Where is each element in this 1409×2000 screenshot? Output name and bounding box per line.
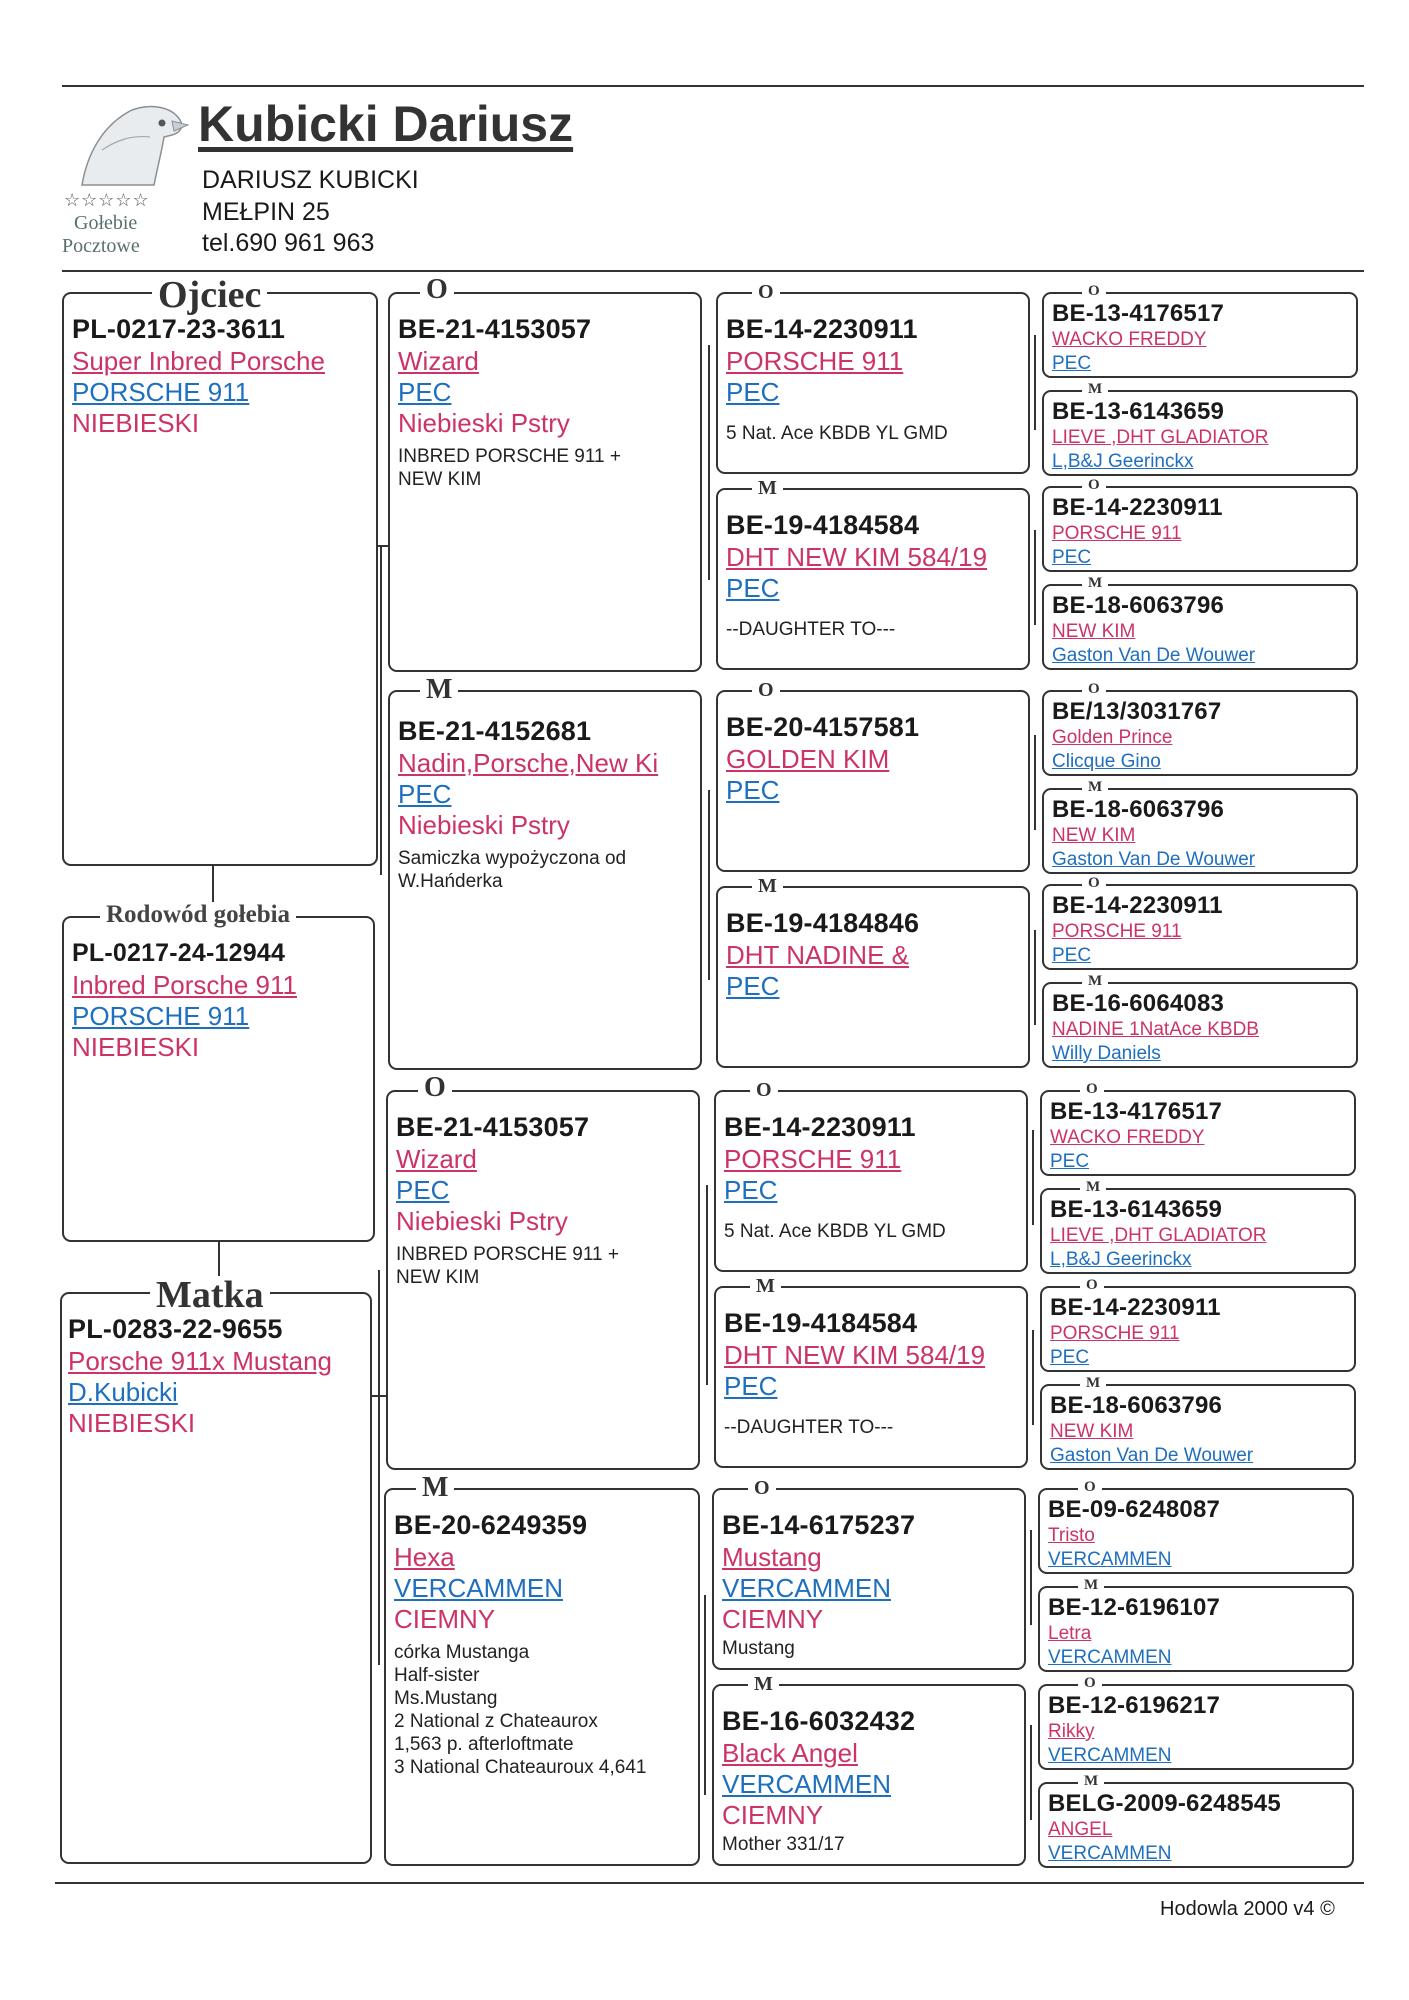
gen4-box[interactable] <box>1038 1488 1354 1574</box>
gen4-caption: O <box>1082 284 1106 299</box>
bracket-sd-gen3 <box>708 790 710 980</box>
gen4-caption: O <box>1080 1278 1104 1293</box>
gen2-ds-notes: INBRED PORSCHE 911 + NEW KIM <box>396 1244 619 1288</box>
gen4-box[interactable] <box>1042 884 1358 970</box>
gen3-sds-caption: O <box>752 680 780 700</box>
gen4-caption: M <box>1082 382 1108 397</box>
dam-breeder: D.Kubicki <box>68 1377 178 1407</box>
gen4-ring: BE/13/3031767 <box>1052 698 1222 725</box>
gen4-box[interactable] <box>1038 1782 1354 1868</box>
gen3-sdd-ring: BE-19-4184846 <box>726 908 920 938</box>
gen3-dds-name: Mustang <box>722 1542 822 1572</box>
gen3-sss-box[interactable] <box>716 292 1030 474</box>
top-rule <box>62 85 1364 87</box>
gen4-breeder: L,B&J Geerinckx <box>1052 451 1194 472</box>
owner-address: MEŁPIN 25 <box>202 198 330 226</box>
gen4-ring: BE-13-4176517 <box>1052 300 1225 327</box>
gen4-name: WACKO FREDDY <box>1050 1127 1205 1148</box>
bracket-gen3-gen4-2 <box>1034 530 1036 625</box>
gen4-ring: BE-09-6248087 <box>1048 1496 1221 1523</box>
gen4-name: PORSCHE 911 <box>1050 1323 1180 1344</box>
gen3-sds-name: GOLDEN KIM <box>726 744 890 774</box>
sire-ring: PL-0217-23-3611 <box>72 314 286 344</box>
gen3-dsd-breeder: PEC <box>724 1371 778 1401</box>
gen3-ssd-ring: BE-19-4184584 <box>726 510 920 540</box>
sire-name: Super Inbred Porsche <box>72 346 325 376</box>
gen4-caption: M <box>1082 576 1108 591</box>
gen3-sdd-name: DHT NADINE & <box>726 940 909 970</box>
logo-text-2: Pocztowe <box>62 235 140 257</box>
gen4-name: NADINE 1NatAce KBDB <box>1052 1019 1259 1040</box>
gen4-name: PORSCHE 911 <box>1052 921 1182 942</box>
gen2-ds-ring: BE-21-4153057 <box>396 1112 590 1142</box>
gen4-ring: BE-13-4176517 <box>1050 1098 1223 1125</box>
dam-caption: Matka <box>150 1276 270 1314</box>
subject-name: Inbred Porsche 911 <box>72 970 297 1000</box>
gen3-ddd-name: Black Angel <box>722 1738 858 1768</box>
sire-box[interactable] <box>62 292 378 866</box>
gen3-ddd-ring: BE-16-6032432 <box>722 1706 916 1736</box>
gen4-caption: M <box>1082 974 1108 989</box>
bracket-dam-gen2 <box>378 1270 380 1665</box>
gen2-ds-breeder: PEC <box>396 1175 450 1205</box>
gen3-dsd-notes: --DAUGHTER TO--- <box>724 1417 894 1438</box>
gen4-caption: M <box>1080 1180 1106 1195</box>
gen4-breeder: Willy Daniels <box>1052 1043 1161 1064</box>
gen4-caption: O <box>1080 1082 1104 1097</box>
gen3-dds-color: CIEMNY <box>722 1604 824 1634</box>
gen4-box[interactable] <box>1042 690 1358 776</box>
subject-caption: Rodowód gołebia <box>100 902 296 927</box>
gen4-name: NEW KIM <box>1050 1421 1134 1442</box>
gen4-ring: BE-14-2230911 <box>1052 892 1223 919</box>
gen4-caption: O <box>1082 478 1106 493</box>
subject-box[interactable] <box>62 916 375 1242</box>
gen2-ss-box[interactable] <box>388 292 702 672</box>
gen4-breeder: VERCAMMEN <box>1048 1843 1172 1864</box>
gen4-box[interactable] <box>1040 1384 1356 1470</box>
gen4-name: NEW KIM <box>1052 621 1136 642</box>
gen4-name: Rikky <box>1048 1721 1095 1742</box>
gen4-ring: BE-18-6063796 <box>1050 1392 1223 1419</box>
gen4-ring: BE-18-6063796 <box>1052 796 1225 823</box>
gen4-caption: M <box>1078 1578 1104 1593</box>
gen3-dss-name: PORSCHE 911 <box>724 1144 902 1174</box>
gen3-dds-ring: BE-14-6175237 <box>722 1510 916 1540</box>
gen3-sss-ring: BE-14-2230911 <box>726 314 918 344</box>
gen3-sds-breeder: PEC <box>726 775 780 805</box>
logo-text-1: Gołebie <box>74 212 138 234</box>
bracket-sire-gen2 <box>380 545 382 875</box>
gen4-breeder: VERCAMMEN <box>1048 1549 1172 1570</box>
gen2-ss-notes: INBRED PORSCHE 911 + NEW KIM <box>398 446 621 490</box>
dam-box[interactable] <box>60 1292 372 1864</box>
gen4-box[interactable] <box>1042 788 1358 874</box>
gen4-caption: O <box>1082 682 1106 697</box>
gen2-sd-box[interactable] <box>388 690 702 1070</box>
subject-color: NIEBIESKI <box>72 1032 200 1062</box>
gen2-sd-name: Nadin,Porsche,New Ki <box>398 748 659 778</box>
gen4-name: ANGEL <box>1048 1819 1113 1840</box>
gen2-ss-ring: BE-21-4153057 <box>398 314 592 344</box>
gen4-name: Letra <box>1048 1623 1092 1644</box>
gen3-ssd-notes: --DAUGHTER TO--- <box>726 619 896 640</box>
gen4-name: PORSCHE 911 <box>1052 523 1182 544</box>
owner-phone: tel.690 961 963 <box>202 229 375 257</box>
sire-caption: Ojciec <box>152 276 267 314</box>
gen3-ddd-caption: M <box>748 1674 779 1694</box>
gen4-breeder: PEC <box>1052 945 1092 966</box>
gen3-dds-breeder: VERCAMMEN <box>722 1573 892 1603</box>
gen3-dsd-name: DHT NEW KIM 584/19 <box>724 1340 986 1370</box>
gen2-dd-notes: córka Mustanga Half-sister Ms.Mustang 2 National z Chateaurox 1,563 p. afterloftmate 3 National Chateauroux 4,641 <box>394 1642 647 1778</box>
bracket-gen3-gen4-7 <box>1030 1530 1032 1625</box>
gen4-name: LIEVE ,DHT GLADIATOR <box>1050 1225 1267 1246</box>
subject-ring: PL-0217-24-12944 <box>72 939 286 967</box>
gen3-dss-box[interactable] <box>714 1090 1028 1272</box>
gen4-box[interactable] <box>1038 1586 1354 1672</box>
gen4-ring: BE-12-6196217 <box>1048 1692 1221 1719</box>
gen3-dss-notes: 5 Nat. Ace KBDB YL GMD <box>724 1221 946 1242</box>
gen3-dss-ring: BE-14-2230911 <box>724 1112 916 1142</box>
gen3-sdd-caption: M <box>752 876 783 896</box>
logo <box>62 95 192 265</box>
bracket-ss-gen3 <box>708 345 710 580</box>
gen4-breeder: L,B&J Geerinckx <box>1050 1249 1192 1270</box>
gen4-breeder: Clicque Gino <box>1052 751 1161 772</box>
gen4-ring: BE-14-2230911 <box>1052 494 1223 521</box>
gen3-ddd-notes: Mother 331/17 <box>722 1834 845 1855</box>
gen4-caption: M <box>1080 1376 1106 1391</box>
gen4-box[interactable] <box>1042 982 1358 1068</box>
bracket-gen3-gen4-8 <box>1030 1725 1032 1820</box>
bracket-gen3-gen4-3 <box>1034 735 1036 830</box>
gen4-caption: M <box>1082 780 1108 795</box>
gen4-ring: BE-13-6143659 <box>1052 398 1225 425</box>
gen4-ring: BE-13-6143659 <box>1050 1196 1223 1223</box>
gen4-box[interactable] <box>1042 486 1358 572</box>
gen3-ssd-caption: M <box>752 478 783 498</box>
gen4-ring: BE-12-6196107 <box>1048 1594 1221 1621</box>
gen4-breeder: VERCAMMEN <box>1048 1745 1172 1766</box>
gen4-breeder: Gaston Van De Wouwer <box>1050 1445 1254 1466</box>
gen4-box[interactable] <box>1040 1090 1356 1176</box>
bracket-gen3-gen4-4 <box>1034 930 1036 1025</box>
page-title: Kubicki Dariusz <box>198 96 574 152</box>
gen3-sds-ring: BE-20-4157581 <box>726 712 920 742</box>
dam-ring: PL-0283-22-9655 <box>68 1314 283 1344</box>
gen4-box[interactable] <box>1040 1286 1356 1372</box>
gen4-caption: O <box>1078 1480 1102 1495</box>
gen4-ring: BE-14-2230911 <box>1050 1294 1221 1321</box>
gen4-caption: O <box>1082 876 1106 891</box>
gen4-breeder: PEC <box>1052 547 1092 568</box>
gen4-box[interactable] <box>1038 1684 1354 1770</box>
sire-breeder: PORSCHE 911 <box>72 377 250 407</box>
gen4-breeder: VERCAMMEN <box>1048 1647 1172 1668</box>
bracket-ds-gen3 <box>706 1185 708 1385</box>
gen3-ddd-box[interactable] <box>712 1684 1026 1866</box>
gen3-dds-caption: O <box>748 1478 776 1498</box>
gen3-sss-breeder: PEC <box>726 377 780 407</box>
pigeon-head-icon <box>62 95 192 195</box>
gen4-caption: M <box>1078 1774 1104 1789</box>
gen3-sdd-box[interactable] <box>716 886 1030 1068</box>
gen2-dd-breeder: VERCAMMEN <box>394 1573 564 1603</box>
bracket-gen3-gen4-1 <box>1034 335 1036 430</box>
gen4-box[interactable] <box>1042 584 1358 670</box>
gen4-breeder: PEC <box>1052 353 1092 374</box>
dam-color: NIEBIESKI <box>68 1408 196 1438</box>
gen3-ddd-breeder: VERCAMMEN <box>722 1769 892 1799</box>
gen2-sd-breeder: PEC <box>398 779 452 809</box>
gen3-sds-box[interactable] <box>716 690 1030 872</box>
footer-text: Hodowla 2000 v4 © <box>1160 1898 1335 1920</box>
gen4-name: WACKO FREDDY <box>1052 329 1207 350</box>
gen3-ddd-color: CIEMNY <box>722 1800 824 1830</box>
gen2-ds-color: Niebieski Pstry <box>396 1206 568 1236</box>
gen4-breeder: Gaston Van De Wouwer <box>1052 645 1256 666</box>
gen4-breeder: Gaston Van De Wouwer <box>1052 849 1256 870</box>
gen2-ss-name: Wizard <box>398 346 479 376</box>
gen2-ss-color: Niebieski Pstry <box>398 408 570 438</box>
gen2-dd-color: CIEMNY <box>394 1604 496 1634</box>
gen4-ring: BE-18-6063796 <box>1052 592 1225 619</box>
gen3-sss-name: PORSCHE 911 <box>726 346 904 376</box>
gen4-box[interactable] <box>1042 292 1358 378</box>
gen2-ds-caption: O <box>418 1074 452 1102</box>
gen4-ring: BELG-2009-6248545 <box>1048 1790 1281 1817</box>
gen4-name: NEW KIM <box>1052 825 1136 846</box>
gen2-sd-ring: BE-21-4152681 <box>398 716 592 746</box>
bracket-dd-gen3 <box>704 1595 706 1795</box>
gen2-sd-color: Niebieski Pstry <box>398 810 570 840</box>
owner-name: DARIUSZ KUBICKI <box>202 166 419 194</box>
gen2-dd-name: Hexa <box>394 1542 455 1572</box>
footer-rule <box>55 1882 1364 1884</box>
gen2-sd-caption: M <box>420 676 458 704</box>
gen2-ss-caption: O <box>420 276 454 304</box>
gen4-breeder: PEC <box>1050 1151 1090 1172</box>
gen3-dss-caption: O <box>750 1080 778 1100</box>
header-rule <box>62 270 1364 272</box>
gen3-ssd-box[interactable] <box>716 488 1030 670</box>
gen3-dds-notes: Mustang <box>722 1638 795 1659</box>
gen2-sd-notes: Samiczka wypożyczona od W.Hańderka <box>398 848 627 892</box>
logo-stars: ☆☆☆☆☆ <box>64 190 150 210</box>
gen4-name: LIEVE ,DHT GLADIATOR <box>1052 427 1269 448</box>
gen4-name: Golden Prince <box>1052 727 1173 748</box>
gen3-ssd-breeder: PEC <box>726 573 780 603</box>
gen2-ss-breeder: PEC <box>398 377 452 407</box>
gen3-dss-breeder: PEC <box>724 1175 778 1205</box>
gen4-name: Tristo <box>1048 1525 1095 1546</box>
gen3-dsd-caption: M <box>750 1276 781 1296</box>
gen3-dsd-box[interactable] <box>714 1286 1028 1468</box>
gen2-ds-box[interactable] <box>386 1090 700 1470</box>
gen4-box[interactable] <box>1042 390 1358 476</box>
gen4-ring: BE-16-6064083 <box>1052 990 1225 1017</box>
gen4-box[interactable] <box>1040 1188 1356 1274</box>
gen2-dd-caption: M <box>416 1474 454 1502</box>
gen2-dd-ring: BE-20-6249359 <box>394 1510 588 1540</box>
dam-name: Porsche 911x Mustang <box>68 1346 332 1376</box>
sire-color: NIEBIESKI <box>72 408 200 438</box>
gen3-dsd-ring: BE-19-4184584 <box>724 1308 918 1338</box>
gen2-ds-name: Wizard <box>396 1144 477 1174</box>
gen3-dds-box[interactable] <box>712 1488 1026 1670</box>
bracket-gen3-gen4-6 <box>1032 1330 1034 1425</box>
gen3-sss-notes: 5 Nat. Ace KBDB YL GMD <box>726 423 948 444</box>
gen4-breeder: PEC <box>1050 1347 1090 1368</box>
subject-breeder: PORSCHE 911 <box>72 1001 250 1031</box>
gen2-dd-box[interactable] <box>384 1488 700 1866</box>
gen3-sss-caption: O <box>752 282 780 302</box>
gen3-ssd-name: DHT NEW KIM 584/19 <box>726 542 988 572</box>
gen4-caption: O <box>1078 1676 1102 1691</box>
bracket-gen3-gen4-5 <box>1032 1130 1034 1225</box>
gen3-sdd-breeder: PEC <box>726 971 780 1001</box>
